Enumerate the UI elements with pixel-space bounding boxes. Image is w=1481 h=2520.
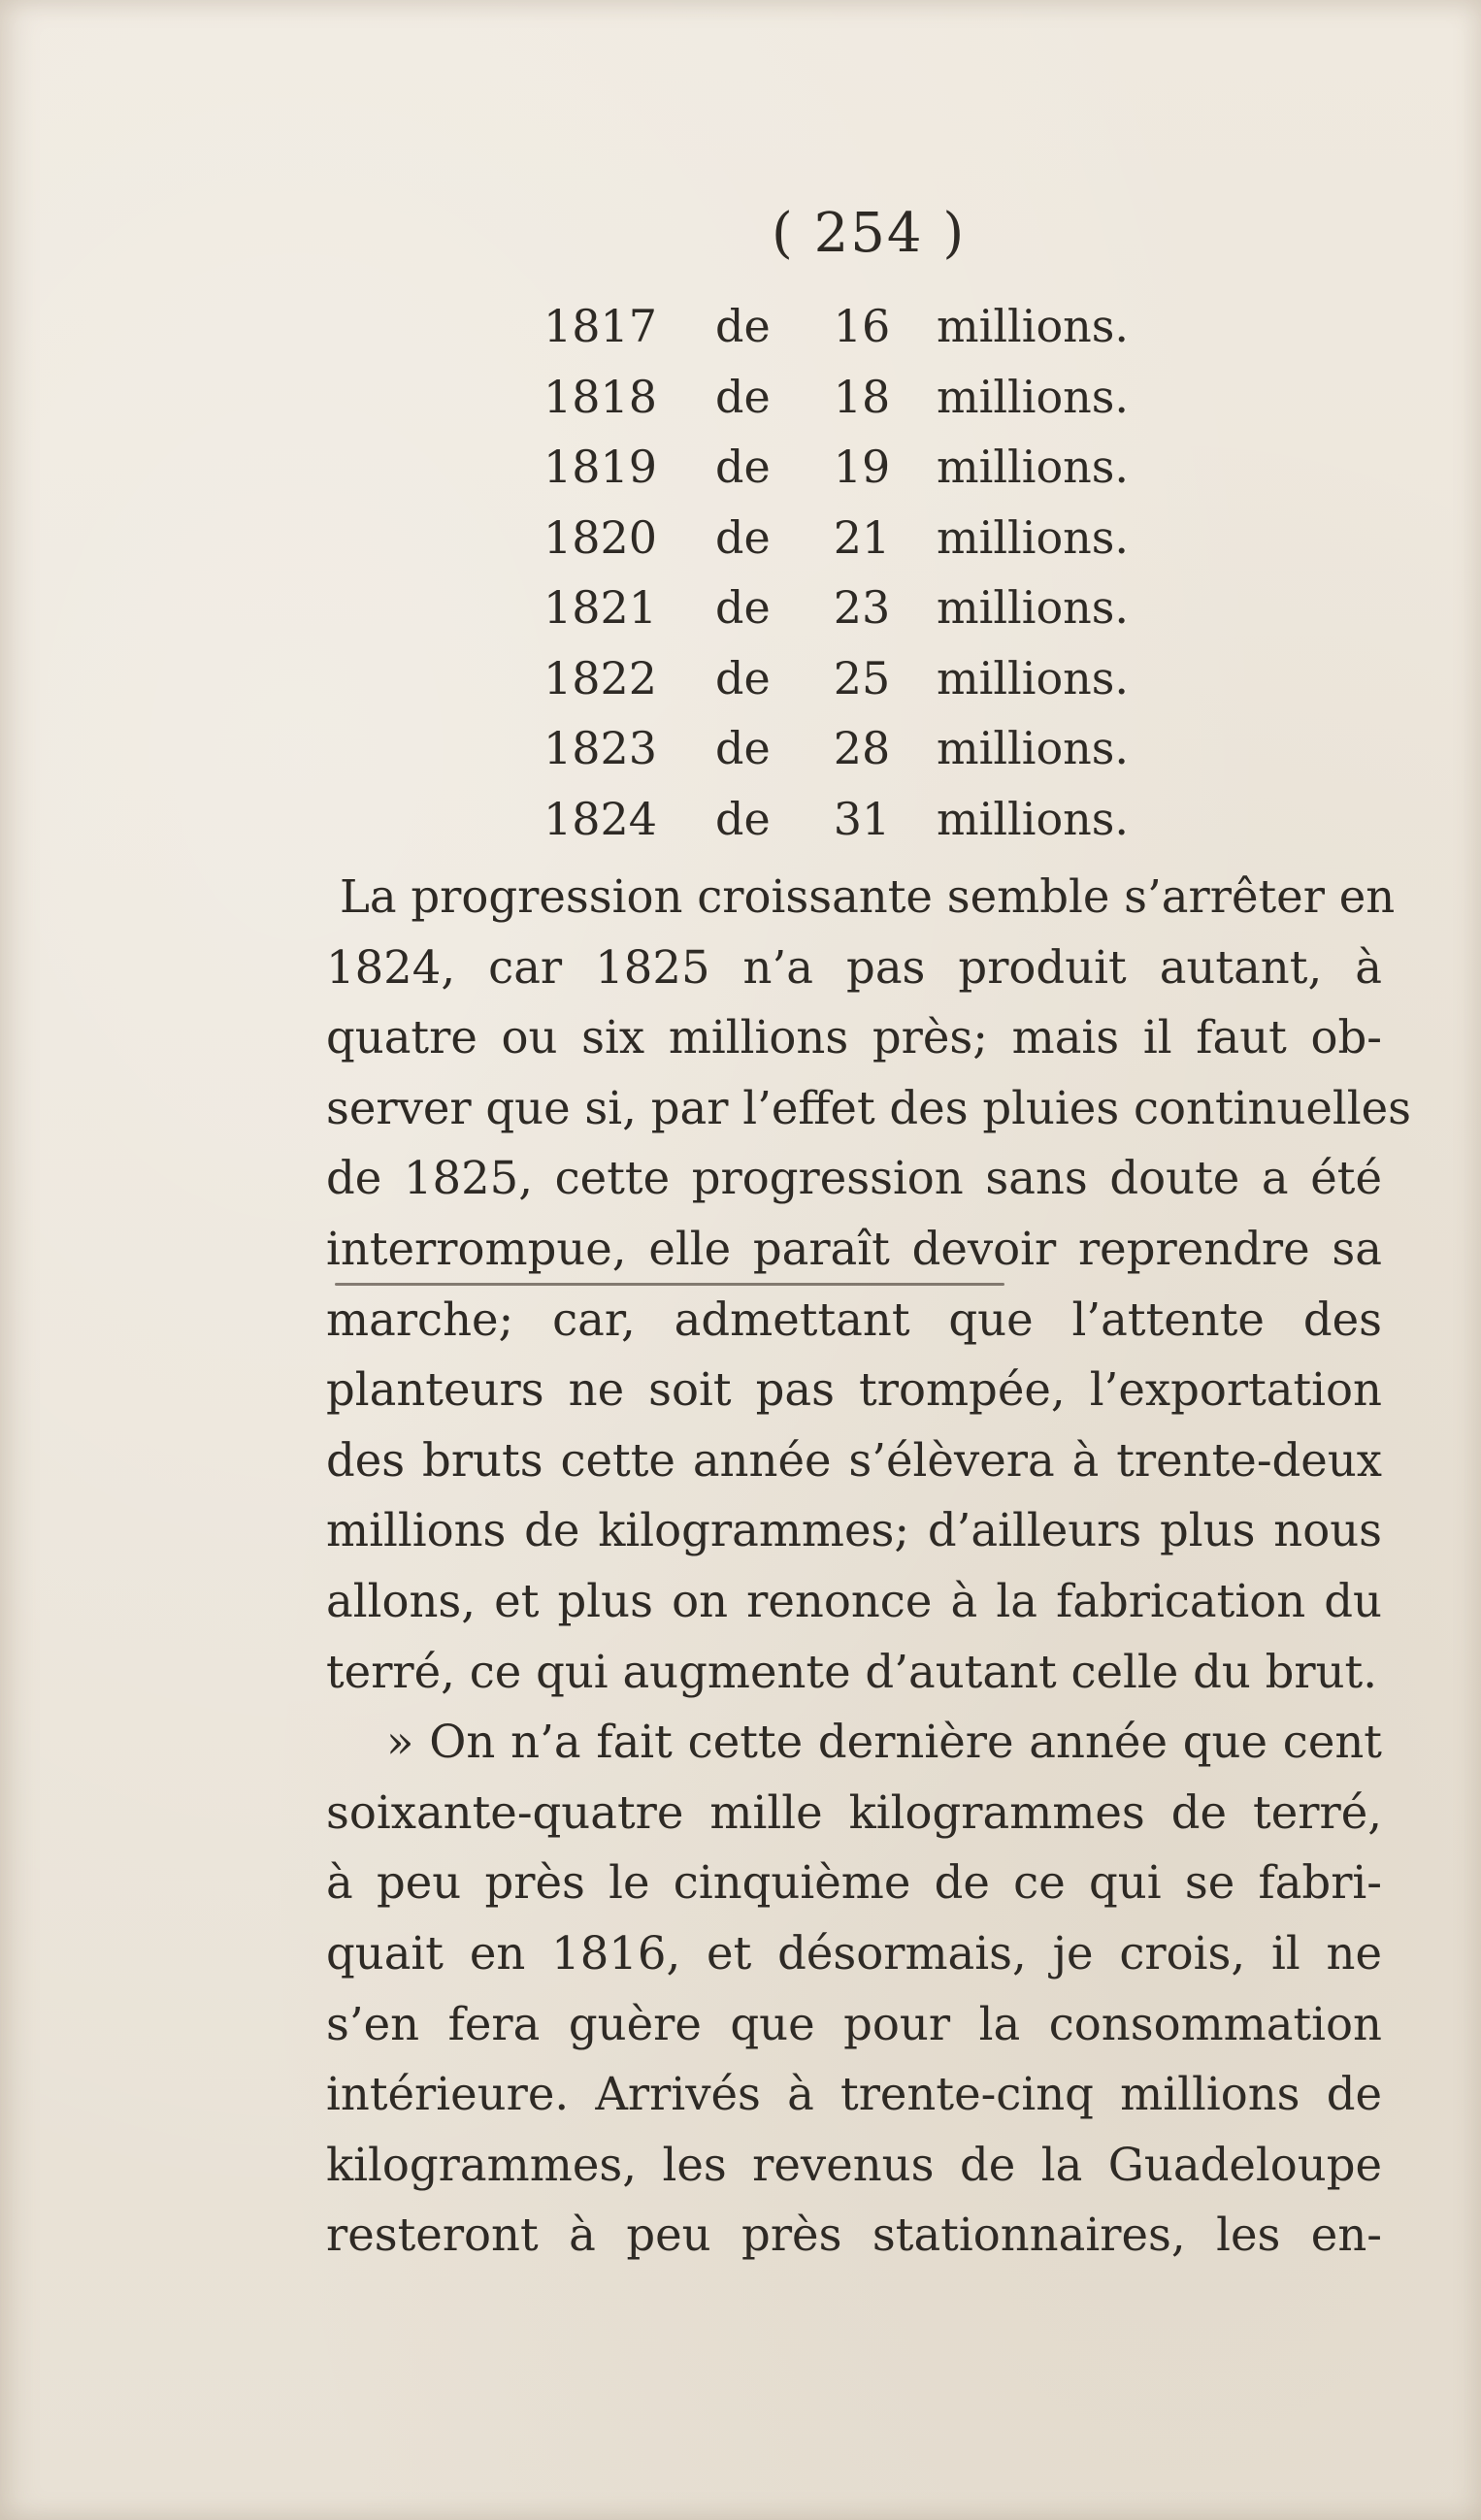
amount-cell: 21 [833, 510, 891, 564]
table-row [543, 573, 1165, 643]
year-cell: 1824 [543, 792, 658, 845]
text-line: terré, ce qui augmente d’autant celle du brut. [326, 1645, 1377, 1698]
amount-cell: 18 [833, 370, 891, 423]
year-cell: 1820 [543, 510, 658, 564]
text-line: interrompue, elle paraît devoir reprendre sa [326, 1222, 1382, 1275]
year-cell: 1823 [543, 722, 658, 774]
text-line: millions de kilogrammes; d’ailleurs plus nous [326, 1504, 1382, 1557]
production-table [543, 291, 1165, 854]
preposition-cell: de [715, 370, 771, 423]
table-row [543, 643, 1165, 714]
amount-cell: 23 [833, 581, 891, 634]
paragraph [326, 1707, 1382, 2271]
unit-cell: millions. [937, 510, 1130, 564]
text-line: La progression croissante semble s’arrêter en [340, 870, 1396, 923]
unit-cell: millions. [937, 441, 1130, 493]
amount-cell: 25 [833, 651, 891, 704]
pencil-underline [335, 1283, 1004, 1286]
table-row [543, 503, 1165, 573]
preposition-cell: de [715, 441, 771, 493]
unit-cell: millions. [937, 581, 1130, 634]
text-line: à peu près le cinquième de ce qui se fabri- [326, 1856, 1382, 1910]
text-line: marche; car, admettant que l’attente des [326, 1293, 1382, 1346]
text-line: allons, et plus on renonce à la fabrication du [326, 1574, 1382, 1627]
text-line: des bruts cette année s’élèvera à trente-deux [326, 1433, 1382, 1487]
text-line: soixante-quatre mille kilogrammes de terré, [326, 1785, 1382, 1839]
unit-cell: millions. [937, 300, 1130, 352]
amount-cell: 16 [833, 300, 891, 352]
table-row [543, 291, 1165, 362]
page-number: ( 254 ) [772, 202, 967, 265]
unit-cell: millions. [937, 370, 1130, 423]
preposition-cell: de [715, 722, 771, 774]
table-row [543, 432, 1165, 503]
unit-cell: millions. [937, 792, 1130, 845]
preposition-cell: de [715, 651, 771, 704]
table-row [543, 713, 1165, 784]
year-cell: 1817 [543, 300, 658, 352]
text-line: resteront à peu près stationnaires, les en- [326, 2209, 1382, 2262]
text-line: planteurs ne soit pas trompée, l’exportation [326, 1363, 1382, 1417]
preposition-cell: de [715, 510, 771, 564]
text-line: kilogrammes, les revenus de la Guadeloupe [326, 2138, 1382, 2191]
text-line: server que si, par l’effet des pluies continuelles [326, 1081, 1412, 1134]
body-text [326, 862, 1412, 2271]
year-cell: 1819 [543, 441, 658, 493]
table-row [543, 784, 1165, 855]
text-line: s’en fera guère que pour la consommation [326, 1997, 1382, 2050]
text-line: de 1825, cette progression sans doute a été [326, 1152, 1382, 1205]
unit-cell: millions. [937, 651, 1130, 704]
preposition-cell: de [715, 792, 771, 845]
amount-cell: 28 [833, 722, 891, 774]
preposition-cell: de [715, 300, 771, 352]
text-line: quait en 1816, et désormais, je crois, il ne [326, 1926, 1382, 1980]
year-cell: 1822 [543, 651, 658, 704]
amount-cell: 31 [833, 792, 891, 845]
preposition-cell: de [715, 581, 771, 634]
text-line: intérieure. Arrivés à trente-cinq millions de [326, 2068, 1382, 2121]
table-row [543, 362, 1165, 433]
year-cell: 1821 [543, 581, 658, 634]
text-line: » On n’a fait cette dernière année que cent [386, 1716, 1382, 1769]
amount-cell: 19 [833, 441, 891, 493]
text-line: 1824, car 1825 n’a pas produit autant, à [326, 940, 1382, 994]
year-cell: 1818 [543, 370, 658, 423]
unit-cell: millions. [937, 722, 1130, 774]
text-line: quatre ou six millions près; mais il faut ob- [326, 1011, 1382, 1064]
